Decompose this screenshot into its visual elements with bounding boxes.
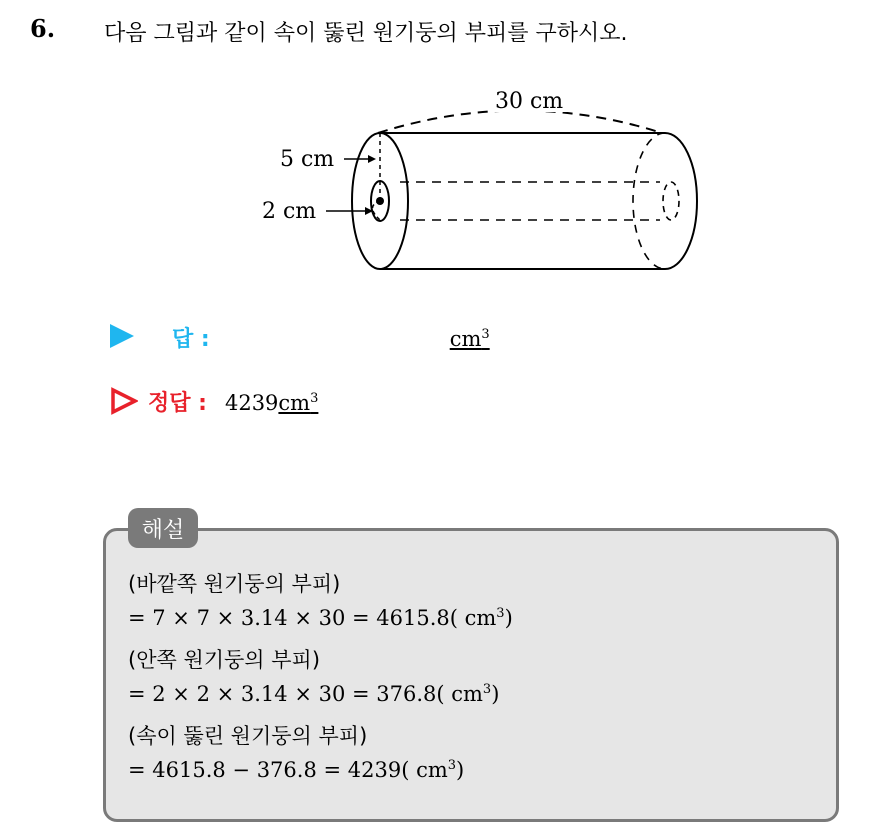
answer-blank-row — [110, 322, 490, 353]
question-text: 다음 그림과 같이 속이 뚫린 원기둥의 부피를 구하시오. — [104, 21, 628, 46]
correct-answer-label: 정답 : — [148, 391, 207, 416]
length-label: 30 cm — [495, 89, 564, 114]
back-face-hidden — [633, 133, 665, 269]
answer-unit: $cm^3$ — [449, 327, 490, 351]
play-triangle-icon — [110, 324, 134, 348]
inner-hole-back — [663, 182, 679, 220]
correct-answer-value: 4239 — [224, 391, 279, 415]
back-face-visible — [665, 133, 697, 269]
explanation-line: (속이 뚫린 원기둥의 부피) — [128, 724, 368, 748]
explanation-line: = 7 × 7 × 3.14 × 30 = 4615.8( $cm^3$) — [128, 606, 513, 630]
outline-triangle-icon — [110, 387, 138, 415]
question-number: 6. — [30, 14, 56, 43]
answer-label: 답 : — [172, 327, 210, 352]
explanation-line: (안쪽 원기둥의 부피) — [128, 648, 321, 672]
explanation-line: = 2 × 2 × 3.14 × 30 = 376.8( $cm^3$) — [128, 682, 500, 706]
explanation-line: = 4615.8 − 376.8 = 4239( $cm^3$) — [128, 758, 465, 782]
explanation-tag: 해설 — [128, 508, 198, 548]
inner-radius-label: 2 cm — [262, 199, 317, 224]
outer-radius-label: 5 cm — [280, 147, 335, 172]
correct-answer-row — [110, 382, 318, 417]
hollow-cylinder-figure — [240, 78, 720, 288]
explanation-line: (바깥쪽 원기둥의 부피) — [128, 572, 341, 596]
correct-answer-unit: $cm^3$ — [278, 391, 319, 415]
